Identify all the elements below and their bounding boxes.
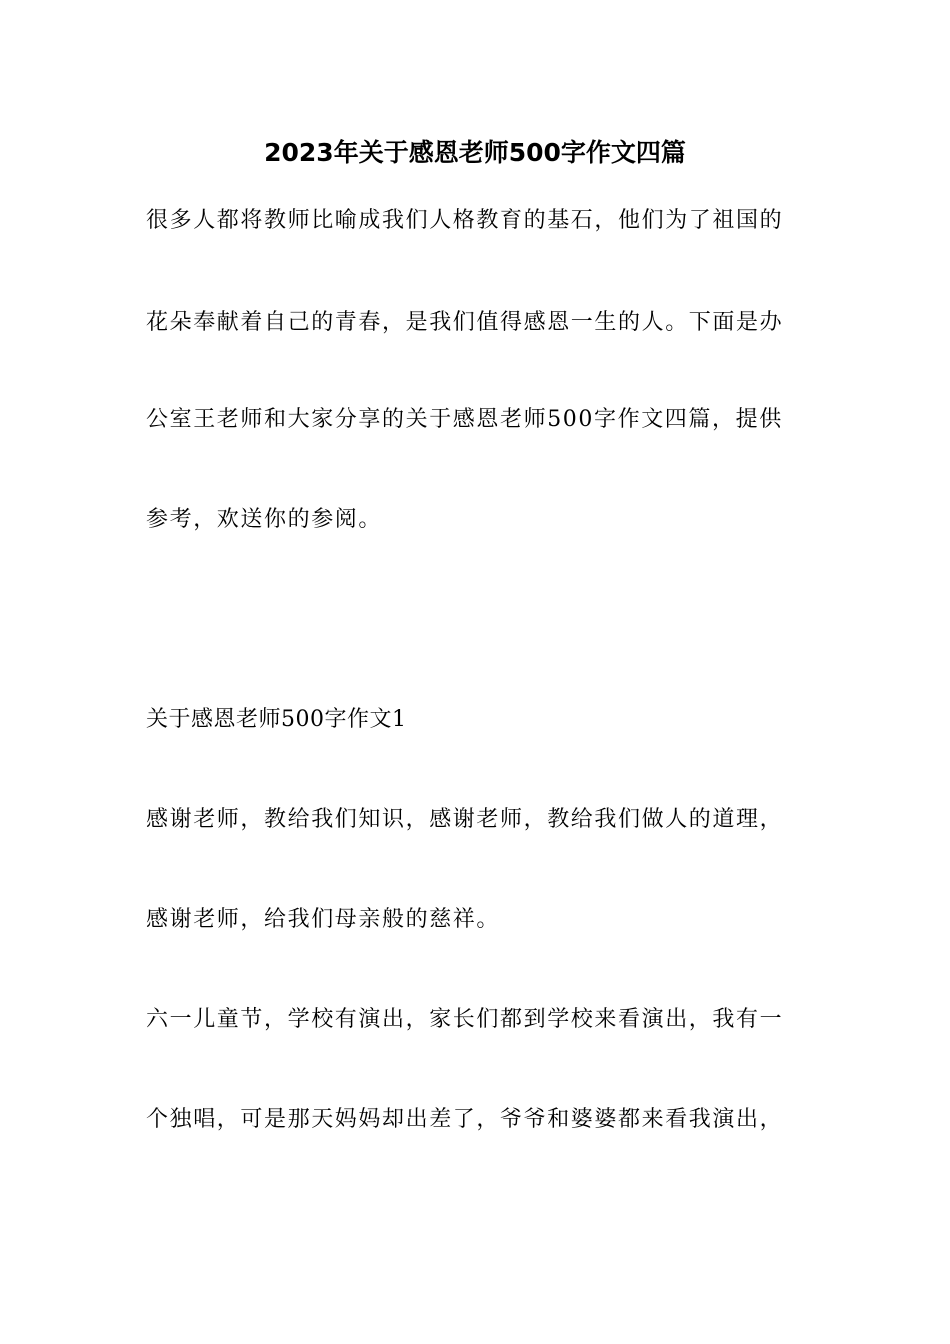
essay-line: 六一儿童节，学校有演出，家长们都到学校来看演出，我有一 [146, 1007, 784, 1032]
intro-line: 公室王老师和大家分享的关于感恩老师500字作文四篇，提供 [146, 407, 783, 432]
essay-line: 感谢老师，给我们母亲般的慈祥。 [146, 907, 501, 932]
essay-line: 感谢老师，教给我们知识，感谢老师，教给我们做人的道理， [146, 807, 784, 832]
intro-line: 很多人都将教师比喻成我们人格教育的基石，他们为了祖国的 [146, 208, 784, 233]
intro-line: 花朵奉献着自己的青春，是我们值得感恩一生的人。下面是办 [146, 310, 784, 335]
section-heading: 关于感恩老师500字作文1 [146, 707, 407, 732]
page-title: 2023年关于感恩老师500字作文四篇 [264, 138, 686, 167]
essay-line: 个独唱，可是那天妈妈却出差了，爷爷和婆婆都来看我演出， [146, 1107, 784, 1132]
intro-line: 参考，欢送你的参阅。 [146, 507, 383, 532]
